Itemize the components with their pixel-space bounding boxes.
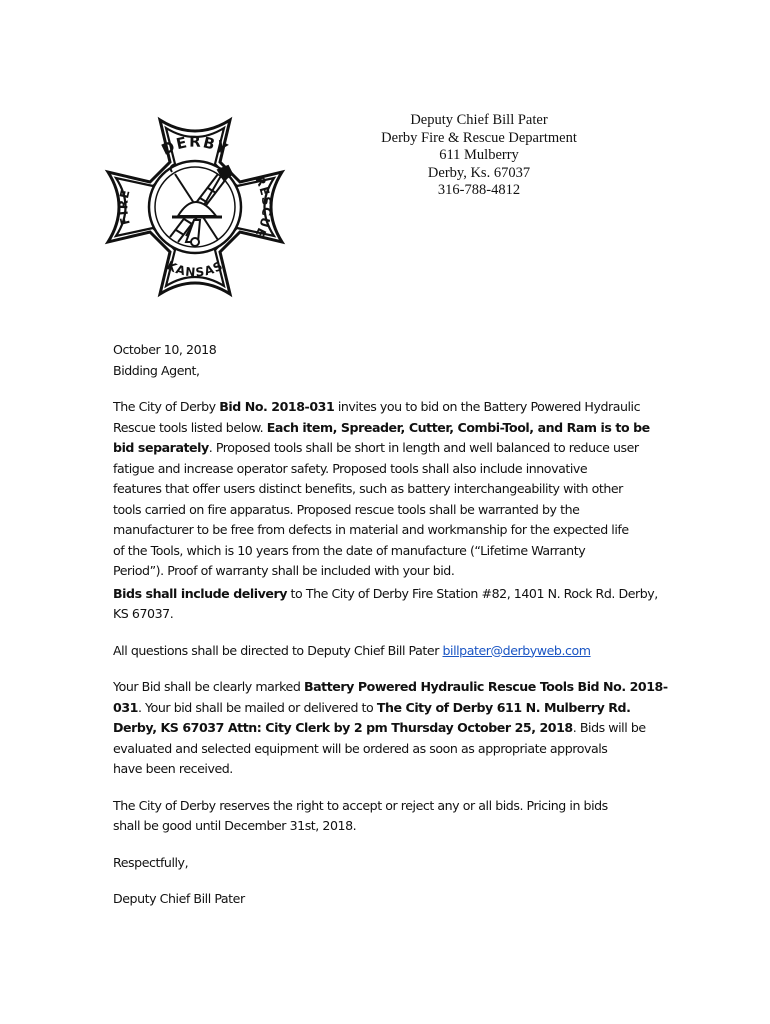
logo-left-text: FIRE (116, 187, 133, 227)
header-city: Derby, Ks. 67037 (427, 164, 531, 181)
bid-number: Bid No. 2018-031 (219, 399, 335, 414)
letter-closing: Respectfully, (113, 854, 189, 870)
letter-date: October 10, 2018 (113, 342, 217, 357)
logo-top-text: DERBY (158, 132, 232, 159)
logo-bottom-text: KANSAS (164, 258, 226, 280)
logo-right-text: RESCUE (252, 174, 274, 241)
letter-signature: Deputy Chief Bill Pater (113, 891, 245, 906)
paragraph-reservation: The City of Derby reserves the right to accept or reject any or all bids. Pricing in bids shall be good until December 31st, 2018. (113, 797, 608, 833)
header-name: Deputy Chief Bill Pater (410, 112, 548, 128)
header-phone: 316-788-4812 (437, 182, 521, 199)
header-street: 611 Mulberry (439, 147, 519, 164)
paragraph-questions: All questions shall be directed to Deputy Chief Bill Pater billpater@derbyweb.com (113, 642, 591, 658)
derby-fire-rescue-logo (100, 112, 290, 302)
paragraph-bid-invitation: The City of Derby Bid No. 2018-031 invites you to bid on the Battery Powered Hydraulic Rescue tools listed below. Each item, Spreader, Cutter, Combi-Tool, and Ram is to be bid separately. Proposed tools shall be short in length and well balanced to reduce user fatigue and increase operator safety. Proposed tools shall also include innovative features that offer users distinct benefits, such as battery interchangeability with other tools carried on fire apparatus. Proposed rescue tools shall be warranted by the manufacturer to be free from defects in material and workmanship for the expected life of the Tools, which is 10 years from the date of manufacture (“Lifetime Warranty Period”). Proof of warranty shall be included with your bid. (113, 399, 650, 578)
contact-email-link[interactable]: billpater@derbyweb.com (442, 642, 591, 658)
letter-salutation: Bidding Agent, (113, 362, 200, 378)
paragraph-delivery: Bids shall include delivery to The City of Derby Fire Station #82, 1401 N. Rock Rd. Derby, KS 67037. (113, 585, 658, 621)
letterhead-address (360, 112, 598, 200)
paragraph-bid-marking: Your Bid shall be clearly marked Battery Powered Hydraulic Rescue Tools Bid No. 2018- 031. Your bid shall be mailed or delivered to The City of Derby 611 N. Mulberry Rd. Derby, KS 67037 Attn: City Clerk by 2 pm Thursday October 25, 2018. Bids will be evaluated and selected equipment will be ordered as soon as appropriate approvals have been received. (113, 679, 668, 776)
header-department: Derby Fire & Rescue Department (381, 129, 577, 146)
letter-body (113, 340, 673, 910)
